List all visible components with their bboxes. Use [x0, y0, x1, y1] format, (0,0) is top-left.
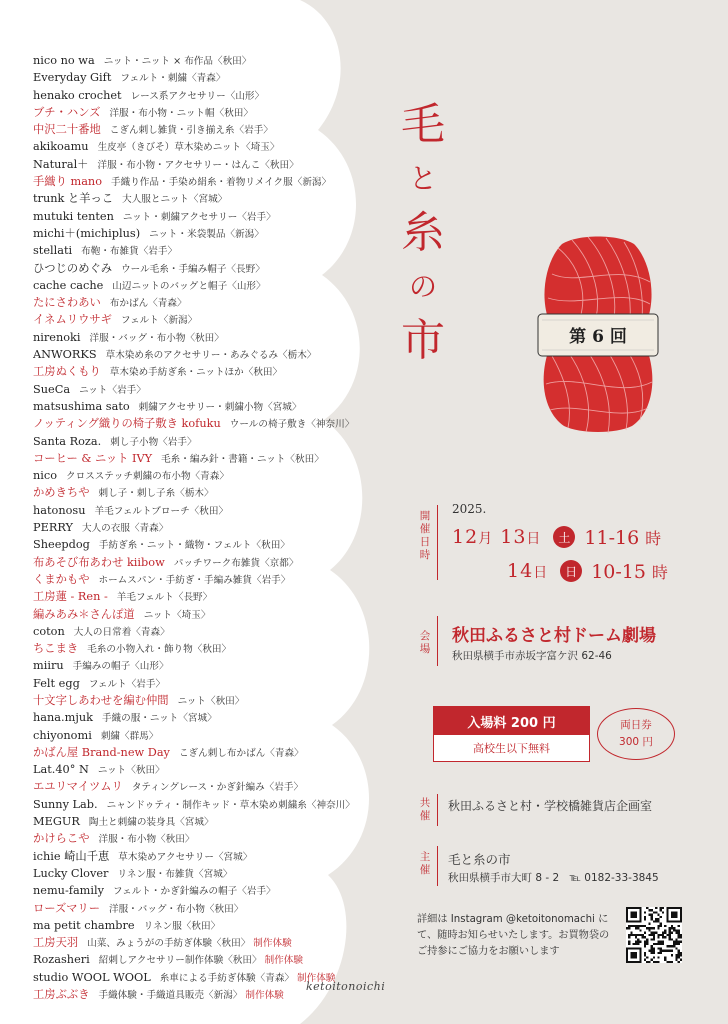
vendor-description: 大人の衣服〈青森〉: [81, 523, 169, 535]
vendor-row: [33, 692, 413, 709]
vendor-description: ウール毛糸・手編み帽子〈長野〉: [121, 263, 265, 275]
vendor-row: [33, 727, 413, 744]
vendor-description: 草木染め糸のアクセサリー・あみぐるみ〈栃木〉: [105, 350, 317, 362]
workshop-tag: 制作体験: [253, 938, 292, 950]
vendor-description: 毛糸・編み針・書籍・ニット〈秋田〉: [161, 453, 324, 465]
vendor-name: エユリマイツムリ: [33, 780, 123, 794]
vendor-name: コーヒー & ニット IVY: [33, 451, 153, 465]
vendor-description: 羊毛フェルト〈長野〉: [116, 592, 213, 604]
vendor-name: Santa Roza.: [33, 434, 102, 448]
date-text: 14日: [507, 560, 549, 582]
vendor-row: [33, 363, 413, 380]
vendor-name: くまかもや: [33, 572, 90, 586]
vendor-name: かばん屋 Brand-new Day: [33, 745, 170, 759]
vendor-name: かめきちや: [33, 486, 90, 500]
vendor-description: 手紡ぎ糸・ニット・織物・フェルト〈秋田〉: [98, 540, 290, 552]
vendor-name: mutuki tenten: [33, 209, 114, 223]
vendor-description: 洋服・バッグ・布小物〈秋田〉: [89, 332, 224, 344]
vendor-row: [33, 398, 413, 415]
vendor-description: ニャンドゥティ・制作キッド・草木染め刺繍糸〈神奈川〉: [106, 799, 355, 811]
vendor-name: ひつじのめぐみ: [33, 261, 113, 275]
vendor-row: [33, 951, 413, 968]
admission-fee: 入場料 200 円: [434, 707, 589, 735]
vendor-row: [33, 433, 413, 450]
vendor-description: ホームスパン・手紡ぎ・手編み雑貨〈岩手〉: [98, 574, 291, 586]
vendor-description: 布鞄・布雑貨〈岩手〉: [81, 246, 178, 258]
title-char: 糸: [401, 207, 445, 258]
vendor-name: akikoamu: [33, 140, 89, 154]
vendor-name: Lucky Clover: [33, 866, 109, 880]
vendor-description: リネン服・布雑貨〈宮城〉: [117, 868, 233, 880]
vendor-row: [33, 190, 413, 207]
vendor-description: 手織体験・手織道具販売〈新潟〉: [98, 990, 243, 1002]
label-host: 主催: [419, 851, 431, 876]
divider-line: [437, 846, 438, 886]
vendor-row: [33, 173, 413, 190]
vendor-row: [33, 502, 413, 519]
vendor-row: [33, 606, 413, 623]
vendor-row: [33, 484, 413, 501]
vendor-description: ニット〈埼玉〉: [143, 609, 211, 621]
vendor-row: [33, 571, 413, 588]
vendor-row: [33, 796, 413, 813]
vendor-description: ニット・ニット × 布作品〈秋田〉: [103, 56, 252, 67]
qr-code[interactable]: [626, 907, 682, 963]
vendor-name: ローズマリー: [33, 901, 100, 915]
title-char: と: [408, 162, 437, 195]
vendor-row: [33, 329, 413, 346]
label-venue: 会場: [419, 630, 431, 655]
divider-line: [437, 505, 438, 580]
vendor-row: [33, 242, 413, 259]
vendor-name: studio WOOL WOOL: [33, 970, 151, 984]
vendor-row: [33, 640, 413, 657]
admission-fee-note: 高校生以下無料: [473, 742, 550, 755]
vendor-row: [33, 554, 413, 571]
vendor-name: michi＋(michiplus): [33, 226, 141, 240]
vendor-list: [33, 52, 413, 1003]
vendor-name: 手織り mano: [33, 175, 103, 189]
vendor-name: 十文字しあわせを編む仲間: [33, 693, 169, 707]
workshop-tag: 制作体験: [297, 972, 336, 984]
vendor-description: 手編みの帽子〈山形〉: [72, 661, 169, 673]
vendor-description: パッチワーク布雑貨〈京都〉: [173, 557, 299, 569]
vendor-description: 手織り作品・手染め絹糸・着物リメイク服〈新潟〉: [111, 177, 332, 189]
vendor-name: hatonosu: [33, 503, 86, 517]
vendor-description: 洋服・布小物・アクセサリー・はんこ〈秋田〉: [97, 159, 299, 171]
vendor-name: cache cache: [33, 278, 104, 292]
vendor-description: 刺繍〈群馬〉: [100, 730, 159, 742]
vendor-description: フェルト・刺繍〈青森〉: [120, 73, 226, 85]
poster-title: [398, 96, 448, 370]
vendor-row: [33, 709, 413, 726]
vendor-name: 編みあみ＊さんぽ道: [33, 607, 135, 621]
vendor-name: ブチ・ハンズ: [33, 105, 101, 119]
vendor-name: PERRY: [33, 521, 73, 535]
vendor-description: 大人服とニット〈宮城〉: [122, 194, 228, 206]
vendor-row: [33, 346, 413, 363]
vendor-name: miiru: [33, 659, 64, 673]
vendor-name: ma petit chambre: [33, 918, 135, 932]
vendor-name: Felt egg: [33, 676, 80, 690]
vendor-row: [33, 882, 413, 899]
vendor-name: 工房蓮 - Ren -: [33, 590, 108, 604]
vendor-description: 刺繍アクセサリー・刺繍小物〈宮城〉: [138, 401, 302, 413]
vendor-row: [33, 536, 413, 553]
edition-label: 第 6 回: [569, 327, 627, 347]
co-organizer: 秋田ふるさと村・学校橋雑貨店企画室: [448, 799, 653, 813]
vendor-row: [33, 865, 413, 882]
vendor-name: ichie 崎山千恵: [33, 849, 110, 863]
vendor-name: trunk と羊っこ: [33, 192, 114, 206]
vendor-name: SueCa: [33, 382, 71, 396]
vendor-name: かけらこや: [33, 832, 90, 846]
vendor-row: [33, 69, 413, 86]
vendor-description: リネン服〈秋田〉: [143, 920, 221, 932]
label-date: 開催日時: [419, 510, 431, 561]
vendor-name: 工房ぶぶき: [33, 988, 90, 1002]
vendor-name: イネムリウサギ: [33, 313, 112, 327]
vendor-name: Sheepdog: [33, 538, 90, 552]
vendor-row: [33, 311, 413, 328]
vendor-description: フェルト〈新潟〉: [120, 315, 198, 327]
date-text: 12月 13日: [452, 526, 542, 548]
vendor-description: レース系アクセサリー〈山形〉: [130, 90, 265, 102]
details-note: 詳細は Instagram @ketoitonomachi にて、随時お知らせいたします。お買物袋のご持参にご協力をお願いします: [417, 914, 610, 957]
vendor-description: タティングレース・かぎ針編み〈岩手〉: [131, 782, 304, 794]
vendor-row: [33, 277, 413, 294]
admission-fee-box: [433, 706, 590, 762]
vendor-row: [33, 381, 413, 398]
vendor-description: 生皮亭（きびそ）草木染めニット〈埼玉〉: [97, 142, 280, 154]
date-row-2: [507, 556, 668, 586]
vendor-description: 手織の服・ニット〈宮城〉: [101, 713, 217, 725]
vendor-description: ウールの椅子敷き〈神奈川〉: [229, 419, 355, 431]
two-day-ticket-badge: [597, 708, 675, 760]
venue-name: 秋田ふるさと村ドーム劇場: [452, 626, 656, 646]
time-range: 11-16 時: [584, 526, 662, 549]
vendor-name: matsushima sato: [33, 399, 130, 413]
vendor-description: 大人の日常着〈青森〉: [73, 626, 170, 638]
signature-text: ketoitonoichi: [306, 980, 386, 993]
vendor-description: 毛糸の小物入れ・飾り物〈秋田〉: [87, 644, 232, 656]
vendor-description: 紹刺しアクセサリー制作体験〈秋田〉: [98, 955, 262, 967]
vendor-row: [33, 588, 413, 605]
vendor-row: [33, 675, 413, 692]
vendor-name: coton: [33, 624, 65, 638]
vendor-row: [33, 87, 413, 104]
vendor-name: nico: [33, 469, 58, 483]
host-name: 毛と糸の市: [448, 852, 511, 867]
vendor-name: nemu-family: [33, 884, 105, 898]
title-char: の: [408, 270, 437, 303]
vendor-row: [33, 761, 413, 778]
vendor-description: 刺し子小物〈岩手〉: [110, 436, 197, 448]
vendor-name: Lat.40° N: [33, 763, 89, 777]
vendor-row: [33, 52, 413, 69]
vendor-name: 工房ぬくもり: [33, 365, 101, 379]
vendor-name: Natural＋: [33, 157, 89, 171]
vendor-description: 羊毛フェルトブローチ〈秋田〉: [94, 505, 229, 517]
vendor-description: フェルト〈岩手〉: [88, 678, 166, 690]
title-char: 毛: [401, 99, 445, 150]
vendor-name: Rozasheri: [33, 953, 90, 967]
vendor-name: ANWORKS: [33, 348, 97, 362]
vendor-row: [33, 208, 413, 225]
vendor-row: [33, 260, 413, 277]
weekday-badge: 日: [560, 560, 582, 582]
vendor-description: 草木染めアクセサリー〈宮城〉: [118, 851, 253, 863]
vendor-row: [33, 917, 413, 934]
event-year: 2025.: [452, 502, 487, 516]
vendor-name: MEGUR: [33, 815, 80, 829]
vendor-row: [33, 830, 413, 847]
title-char: 市: [401, 315, 445, 366]
vendor-row: [33, 294, 413, 311]
vendor-name: ちこまき: [33, 642, 79, 656]
vendor-description: 布かばん〈青森〉: [109, 298, 187, 310]
vendor-name: hana.mjuk: [33, 711, 93, 725]
divider-line: [437, 616, 438, 666]
vendor-row: [33, 415, 413, 432]
vendor-name: stellati: [33, 244, 73, 258]
vendor-row: [33, 900, 413, 917]
vendor-name: 工房天羽: [33, 936, 79, 950]
vendor-description: ニット〈秋田〉: [177, 695, 245, 707]
date-row-1: [452, 522, 661, 552]
vendor-description: 山辺ニットのバッグと帽子〈山形〉: [112, 280, 266, 292]
vendor-description: ニット〈岩手〉: [79, 384, 146, 396]
vendor-description: ニット・米袋製品〈新潟〉: [149, 228, 264, 240]
label-co-host: 共催: [419, 797, 431, 822]
weekday-badge: 土: [553, 526, 575, 548]
vendor-description: フェルト・かぎ針編みの帽子〈岩手〉: [113, 886, 276, 898]
vendor-name: nico no wa: [33, 54, 95, 67]
vendor-row: [33, 156, 413, 173]
ticket-title: 両日券: [620, 719, 652, 731]
vendor-name: Everyday Gift: [33, 71, 112, 85]
time-range: 10-15 時: [591, 560, 668, 583]
vendor-row: [33, 467, 413, 484]
vendor-name: chiyonomi: [33, 728, 92, 742]
vendor-row: [33, 450, 413, 467]
vendor-row: [33, 778, 413, 795]
vendor-description: こぎん刺し雑貨・引き揃え糸〈岩手〉: [109, 125, 273, 137]
vendor-name: たにさわあい: [33, 296, 101, 310]
vendor-description: ニット・刺繍アクセサリー〈岩手〉: [122, 211, 276, 223]
vendor-description: 草木染め手紡ぎ糸・ニットほか〈秋田〉: [109, 367, 283, 379]
vendor-name: nirenoki: [33, 330, 81, 344]
vendor-row: [33, 104, 413, 121]
divider-line: [437, 794, 438, 826]
vendor-name: henako crochet: [33, 88, 122, 102]
vendor-row: [33, 623, 413, 640]
vendor-description: 洋服・布小物・ニット帽〈秋田〉: [109, 107, 253, 119]
vendor-row: [33, 519, 413, 536]
vendor-row: [33, 744, 413, 761]
vendor-description: 糸車による手紡ぎ体験〈青森〉: [159, 972, 295, 984]
vendor-name: 布あそび布あわせ kiibow: [33, 555, 165, 569]
vendor-row: [33, 121, 413, 138]
vendor-description: クロスステッチ刺繍の布小物〈青森〉: [66, 471, 229, 483]
vendor-description: 刺し子・刺し子糸〈栃木〉: [98, 488, 214, 500]
vendor-row: [33, 813, 413, 830]
workshop-tag: 制作体験: [245, 990, 284, 1002]
vendor-row: [33, 225, 413, 242]
yarn-skein-illustration: [528, 234, 668, 434]
vendor-description: 洋服・バッグ・布小物〈秋田〉: [109, 903, 244, 915]
vendor-description: ニット〈秋田〉: [97, 765, 165, 777]
host-address: 秋田県横手市大町 8 - 2 ℡ 0182-33-3845: [448, 872, 659, 884]
vendor-description: 洋服・布小物〈秋田〉: [98, 834, 195, 846]
vendor-row: [33, 934, 413, 951]
vendor-row: [33, 657, 413, 674]
vendor-row: [33, 848, 413, 865]
vendor-description: 山菜、みょうがの手紡ぎ体験〈秋田〉: [87, 938, 251, 950]
venue-address: 秋田県横手市赤坂字富ケ沢 62-46: [452, 650, 612, 662]
vendor-name: ノッティング織りの椅子敷き kofuku: [33, 417, 221, 431]
ticket-price: 300 円: [619, 736, 653, 748]
vendor-description: 陶土と刺繍の装身具〈宮城〉: [88, 817, 214, 829]
vendor-description: こぎん刺し布かばん〈青森〉: [178, 747, 304, 759]
vendor-name: Sunny Lab.: [33, 797, 98, 811]
workshop-tag: 制作体験: [264, 955, 303, 967]
vendor-row: [33, 138, 413, 155]
vendor-name: 中沢二十番地: [33, 123, 101, 137]
